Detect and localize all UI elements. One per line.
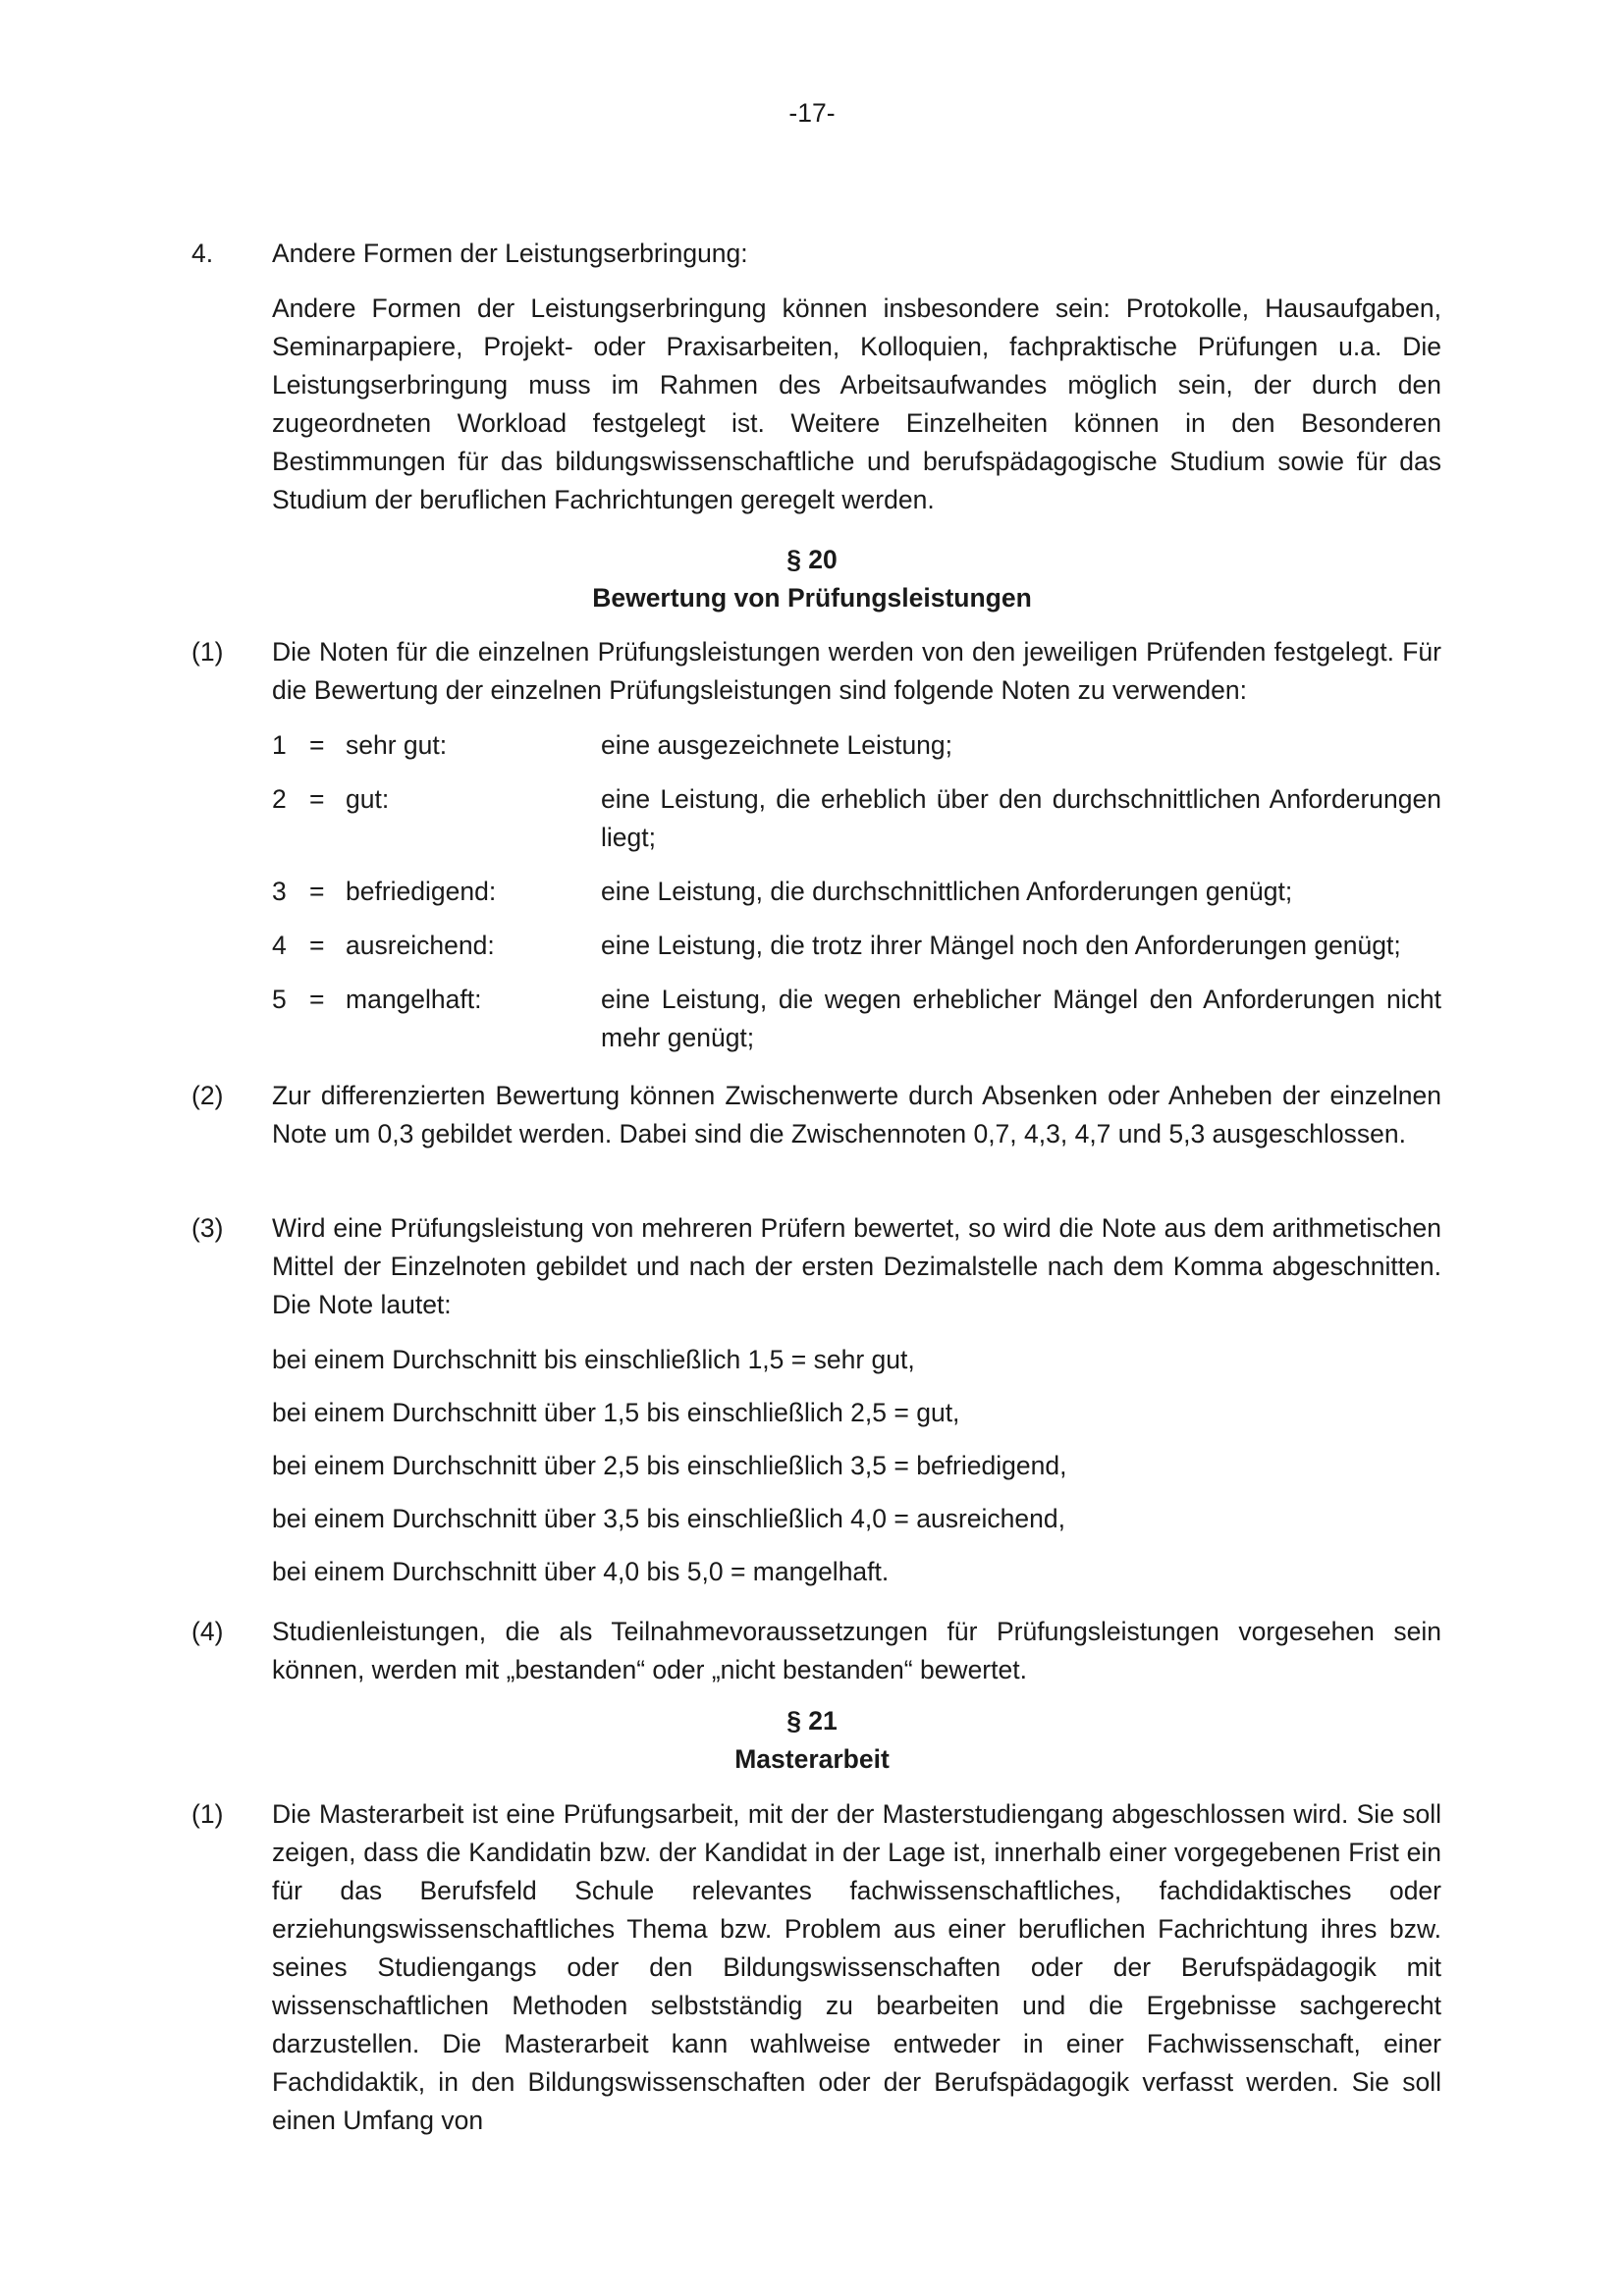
item-title: Andere Formen der Leistungserbringung: [272, 239, 748, 268]
section-21-heading [0, 1702, 1624, 1779]
grade-label: mangelhaft: [346, 985, 482, 1014]
grade-row [272, 981, 1441, 1057]
grade-row [272, 873, 1441, 911]
average-range: bei einem Durchschnitt über 4,0 bis 5,0 = mangelhaft. [272, 1557, 890, 1586]
grade-equals: = [309, 730, 325, 760]
grade-row [272, 780, 1441, 857]
paragraph-number: (1) [191, 1799, 224, 1829]
grade-row [272, 927, 1441, 965]
paragraph-number: (4) [191, 1617, 224, 1646]
paragraph-text: Wird eine Prüfungsleistung von mehreren Prüfern bewertet, so wird die Note aus dem arithmetischen Mittel der Einzelnoten gebildet und nach der ersten Dezimalstelle nach dem Komma abgeschnitten. Die Note lautet: [272, 1213, 1441, 1319]
grade-label: ausreichend: [346, 931, 495, 960]
grade-equals: = [309, 985, 325, 1014]
grade-description: eine Leistung, die durchschnittlichen Anforderungen genügt; [601, 877, 1293, 906]
grade-description: eine ausgezeichnete Leistung; [601, 730, 953, 760]
grade-number: 4 [272, 931, 287, 960]
grade-description: eine Leistung, die wegen erheblicher Mängel den Anforderungen nicht mehr genügt; [601, 985, 1441, 1052]
grade-equals: = [309, 784, 325, 814]
average-range: bei einem Durchschnitt über 2,5 bis einschließlich 3,5 = befriedigend, [272, 1451, 1067, 1480]
average-range: bei einem Durchschnitt über 1,5 bis einschließlich 2,5 = gut, [272, 1398, 960, 1427]
paragraph-text: Zur differenzierten Bewertung können Zwischenwerte durch Absenken oder Anheben der einzelnen Note um 0,3 gebildet werden. Dabei sind die Zwischennoten 0,7, 4,3, 4,7 und 5,3 ausgeschlossen. [272, 1081, 1441, 1148]
paragraph-text: Studienleistungen, die als Teilnahmevoraussetzungen für Prüfungsleistungen vorgesehen sein können, werden mit „bestanden“ oder „nicht bestanden“ bewertet. [272, 1617, 1441, 1684]
grade-number: 3 [272, 877, 287, 906]
paragraph-text: Die Masterarbeit ist eine Prüfungsarbeit, mit der der Masterstudiengang abgeschlossen wird. Sie soll zeigen, dass die Kandidatin bzw. der Kandidat in der Lage ist, innerhalb einer vorgegebenen Frist ein für das Berufsfeld Schule relevantes fachwissenschaftliches, fachdidaktisches oder erziehungswissenschaftliches Thema bzw. Problem aus einer beruflichen Fachrichtung ihres bzw. seines Studiengangs oder den Bildungswissenschaften oder der Berufspädagogik mit wissenschaftlichen Methoden selbstständig zu bearbeiten und die Ergebnisse sachgerecht darzustellen. Die Masterarbeit kann wahlweise entweder in einer Fachwissenschaft, einer Fachdidaktik, in den Bildungswissenschaften oder der Berufspädagogik verfasst werden. Sie soll einen Umfang von [272, 1799, 1441, 2135]
section-number: § 21 [786, 1706, 838, 1735]
item-text: Andere Formen der Leistungserbringung können insbesondere sein: Protokolle, Hausaufgaben, Seminarpapiere, Projekt- oder Praxisarbeiten, Kolloquien, fachpraktische Prüfungen u.a. Die Leistungserbringung muss im Rahmen des Arbeitsaufwandes möglich sein, der durch den zugeordneten Workload festgelegt ist. Weitere Einzelheiten können in den Besonderen Bestimmungen für das bildungswissenschaftliche und berufspädagogische Studium sowie für das Studium der beruflichen Fachrichtungen geregelt werden. [272, 294, 1441, 514]
grade-row [272, 726, 1441, 765]
grade-equals: = [309, 931, 325, 960]
grade-number: 5 [272, 985, 287, 1014]
section-title: Bewertung von Prüfungsleistungen [592, 583, 1032, 613]
page-number: -17- [788, 98, 836, 128]
average-range: bei einem Durchschnitt bis einschließlich 1,5 = sehr gut, [272, 1345, 915, 1374]
paragraph-number: (2) [191, 1081, 224, 1110]
paragraph-text: Die Noten für die einzelnen Prüfungsleistungen werden von den jeweiligen Prüfenden festgelegt. Für die Bewertung der einzelnen Prüfungsleistungen sind folgende Noten zu verwenden: [272, 637, 1441, 705]
grade-label: sehr gut: [346, 730, 448, 760]
section-number: § 20 [786, 545, 838, 574]
paragraph-number: (1) [191, 637, 224, 667]
grade-label: gut: [346, 784, 390, 814]
grade-equals: = [309, 877, 325, 906]
average-range: bei einem Durchschnitt über 3,5 bis einschließlich 4,0 = ausreichend, [272, 1504, 1065, 1533]
section-title: Masterarbeit [734, 1744, 890, 1774]
grade-description: eine Leistung, die erheblich über den durchschnittlichen Anforderungen liegt; [601, 784, 1441, 852]
grade-description: eine Leistung, die trotz ihrer Mängel noch den Anforderungen genügt; [601, 931, 1401, 960]
grade-label: befriedigend: [346, 877, 497, 906]
grade-number: 2 [272, 784, 287, 814]
paragraph-number: (3) [191, 1213, 224, 1243]
grade-number: 1 [272, 730, 287, 760]
item-number: 4. [191, 239, 214, 268]
section-20-heading [0, 541, 1624, 617]
grade-list [272, 726, 1441, 1057]
